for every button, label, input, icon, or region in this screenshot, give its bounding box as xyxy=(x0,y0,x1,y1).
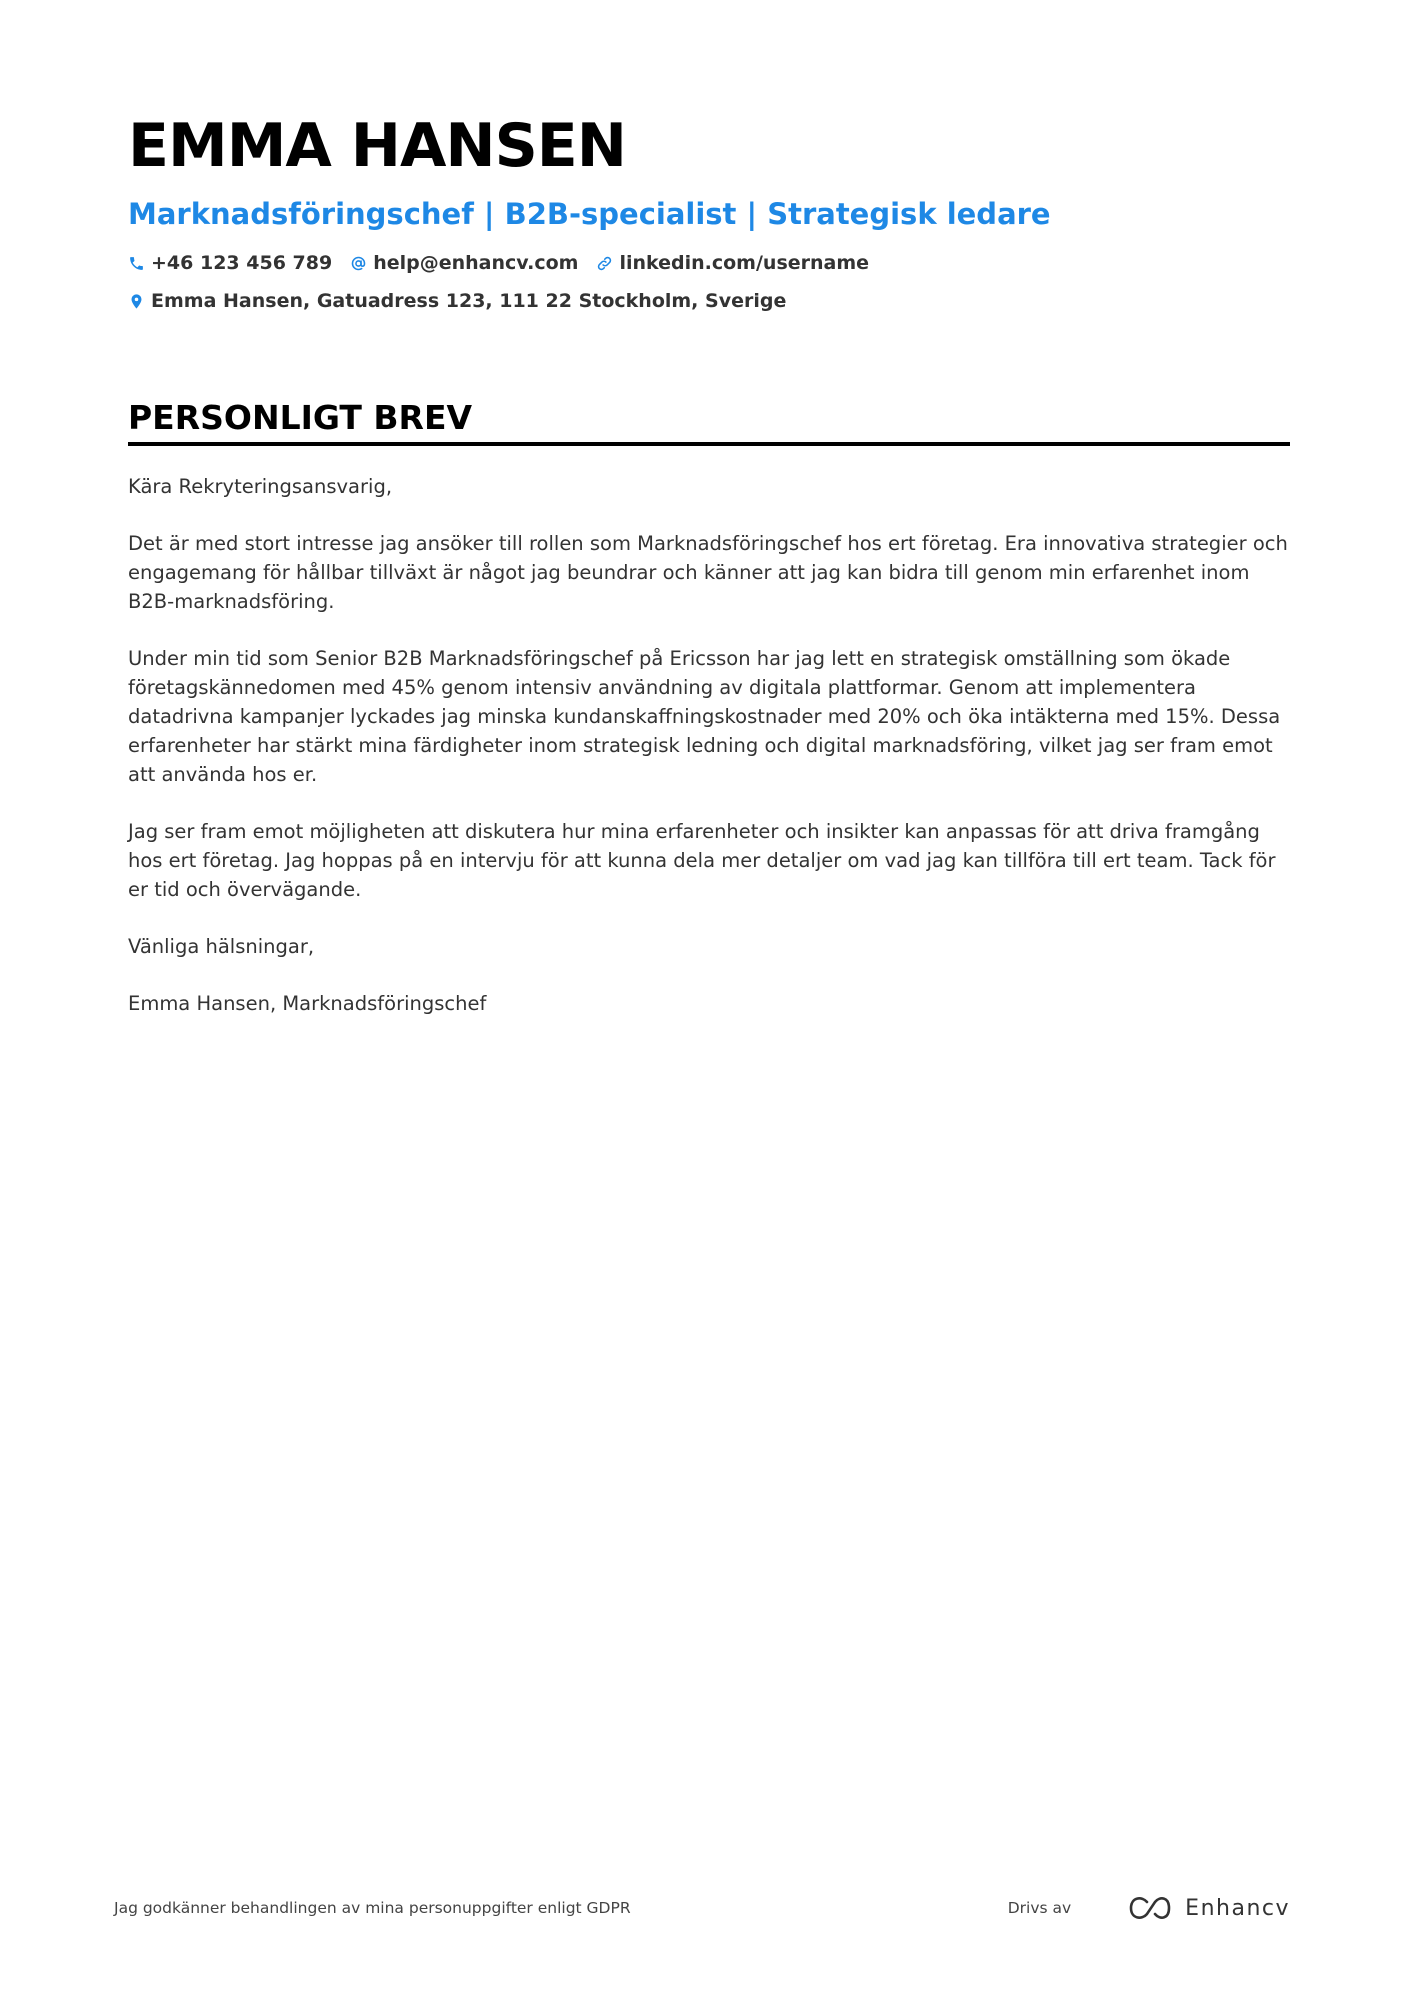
email-text: help@enhancv.com xyxy=(373,252,579,274)
cover-letter-page xyxy=(128,110,1290,1046)
at-icon xyxy=(350,255,367,272)
letter-paragraph-1: Det är med stort intresse jag ansöker till rollen som Marknadsföringschef hos ert företag. Era innovativa strategier och engagemang för hållbar tillväxt är något jag beundrar och känner att jag kan bidra till genom min erfarenhet inom B2B-marknadsföring. xyxy=(128,532,1288,613)
contact-phone[interactable] xyxy=(128,252,332,274)
linkedin-text: linkedin.com/username xyxy=(619,252,870,274)
powered-by-label: Drivs av xyxy=(1007,1899,1072,1917)
phone-text: +46 123 456 789 xyxy=(151,252,333,274)
enhancv-logo-icon xyxy=(1127,1894,1173,1922)
contact-email[interactable] xyxy=(350,252,578,274)
applicant-name: EMMA HANSEN xyxy=(128,111,627,181)
contact-address xyxy=(128,290,786,312)
gdpr-consent: Jag godkänner behandlingen av mina personuppgifter enligt GDPR xyxy=(114,1899,631,1917)
contact-row xyxy=(128,252,1290,274)
letter-greeting: Kära Rekryteringsansvarig, xyxy=(128,475,393,498)
address-row xyxy=(128,290,1290,312)
address-text: Emma Hansen, Gatuadress 123, 111 22 Stockholm, Sverige xyxy=(151,290,787,312)
location-pin-icon xyxy=(128,293,145,310)
footer xyxy=(114,1888,1290,1928)
brand-name: Enhancv xyxy=(1185,1895,1290,1921)
applicant-title: Marknadsföringschef | B2B-specialist | Strategisk ledare xyxy=(128,197,1051,231)
letter-closing: Vänliga hälsningar, xyxy=(128,935,315,958)
phone-icon xyxy=(128,255,145,272)
powered-by xyxy=(1008,1894,1290,1922)
enhancv-brand[interactable] xyxy=(1127,1894,1290,1922)
contact-linkedin[interactable] xyxy=(596,252,869,274)
letter-signature: Emma Hansen, Marknadsföringschef xyxy=(128,992,487,1015)
letter-paragraph-2: Under min tid som Senior B2B Marknadsföringschef på Ericsson har jag lett en strategisk omställning som ökade företagskännedomen med 45% genom intensiv användning av digitala plattformar. Genom att implementera datadrivna kampanjer lyckades jag minska kundanskaffningskostnader med 20% och öka intäkterna med 15%. Dessa erfarenheter har stärkt mina färdigheter inom strategisk ledning och digital marknadsföring, vilket jag ser fram emot att använda hos er. xyxy=(128,647,1281,786)
section-title: PERSONLIGT BREV xyxy=(128,398,1290,446)
letter-paragraph-3: Jag ser fram emot möjligheten att diskutera hur mina erfarenheter och insikter kan anpassas för att driva framgång hos ert företag. Jag hoppas på en intervju för att kunna dela mer detaljer om vad jag kan tillföra till ert team. Tack för er tid och övervägande. xyxy=(128,820,1276,901)
letter-body xyxy=(128,472,1290,1018)
link-icon xyxy=(596,255,613,272)
